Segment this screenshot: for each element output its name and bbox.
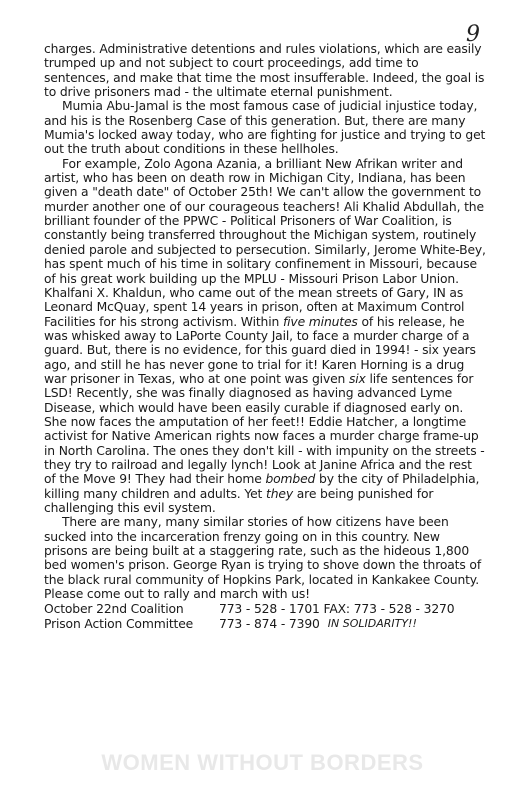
emphasis-text: six [349, 371, 366, 386]
emphasis-text: five minutes [282, 314, 358, 329]
paragraph-text: life sentences for LSD! Recently, she was finally diagnosed as having advanced Lyme Disease, which would have been easily curable if diagnosed early on. She now faces the amputation of her feet!! Eddie Hatcher, a longtime activist for Native American rights now faces a murder charge frame-up in North Carolina. The ones they don't kill - with impunity on the streets - they try to railroad and legally lynch! Look at Janine Africa and the rest of the Move 9! They had their home [44, 371, 485, 487]
paragraph-text: There are many, many similar stories of how citizens have been sucked into the incarceration frenzy going on in this country. New prisons are being built at a staggering rate, such as the hideous 1,800 bed women's prison. George Ryan is trying to shove down the throats of the black rural community of Hopkins Park, located in Kankakee County. Please come out to rally and march with us! [44, 515, 482, 602]
contact-organization: Prison Action Committee [44, 616, 194, 631]
solidarity-sign-off: IN SOLIDARITY!! [327, 616, 417, 630]
paragraph-p1 [44, 42, 487, 99]
contact-phone: 773 - 874 - 7390 [219, 616, 320, 631]
contact-list [44, 602, 487, 631]
bleed-through-text: WOMEN WITHOUT BORDERS [101, 750, 424, 775]
emphasis-text: bombed [265, 472, 316, 487]
contact-row [44, 602, 487, 616]
paragraph-p4 [44, 515, 487, 601]
contact-phone: 773 - 528 - 1701 FAX: 773 - 528 - 3270 [219, 602, 455, 617]
paragraph-p2 [44, 99, 487, 156]
emphasis-text: they [266, 486, 293, 501]
contact-row [44, 617, 487, 631]
paragraph-text: of his release, he was whisked away to LaPorte County Jail, to face a murder charge of a guard. But, there is no evidence, for this guard died in 1994! - six years ago, and still he has never gone to trial for it! Karen Horning is a drug war prisoner in Texas, who at one point was given [44, 314, 476, 386]
paragraph-text: are being punished for challenging this evil system. [44, 486, 434, 515]
article-body [44, 42, 487, 631]
paragraph-text: charges. Administrative detentions and rules violations, which are easily trumped up and not subject to court proceedings, add time to sentences, and make that time the most insufferable. Indeed, the goal is to drive prisoners mad - the ultimate eternal punishment. [44, 42, 485, 100]
paragraph-p3 [44, 157, 487, 516]
page-number: 9 [466, 22, 480, 47]
contact-organization: October 22nd Coalition [44, 602, 184, 617]
paragraph-text: Mumia Abu-Jamal is the most famous case of judicial injustice today, and his is the Rosenberg Case of this generation. But, there are many Mumia's locked away today, who are fighting for justice and trying to get out the truth about conditions in these hellholes. [44, 99, 486, 157]
paragraph-text: For example, Zolo Agona Azania, a brilliant New Afrikan writer and artist, who has been on death row in Michigan City, Indiana, has been given a "death date" of October 25th! We can't allow the government to murder another one of our courageous teachers! Ali Khalid Abdullah, the brilliant founder of the PPWC - Political Prisoners of War Coalition, is constantly being transferred throughout the Michigan system, routinely denied parole and subjected to persecution. Similarly, Jerome White-Bey, has spent much of his time in solitary confinement in Missouri, because of his great work building up the MPLU - Missouri Prison Labor Union. Khalfani X. Khaldun, who came out of the mean streets of Gary, IN as Leonard McQuay, spent 14 years in prison, often at Maximum Control Facilities for his strong activism. Within [44, 156, 486, 329]
paragraph-text: by the city of Philadelphia, killing many children and adults. Yet [44, 472, 480, 501]
